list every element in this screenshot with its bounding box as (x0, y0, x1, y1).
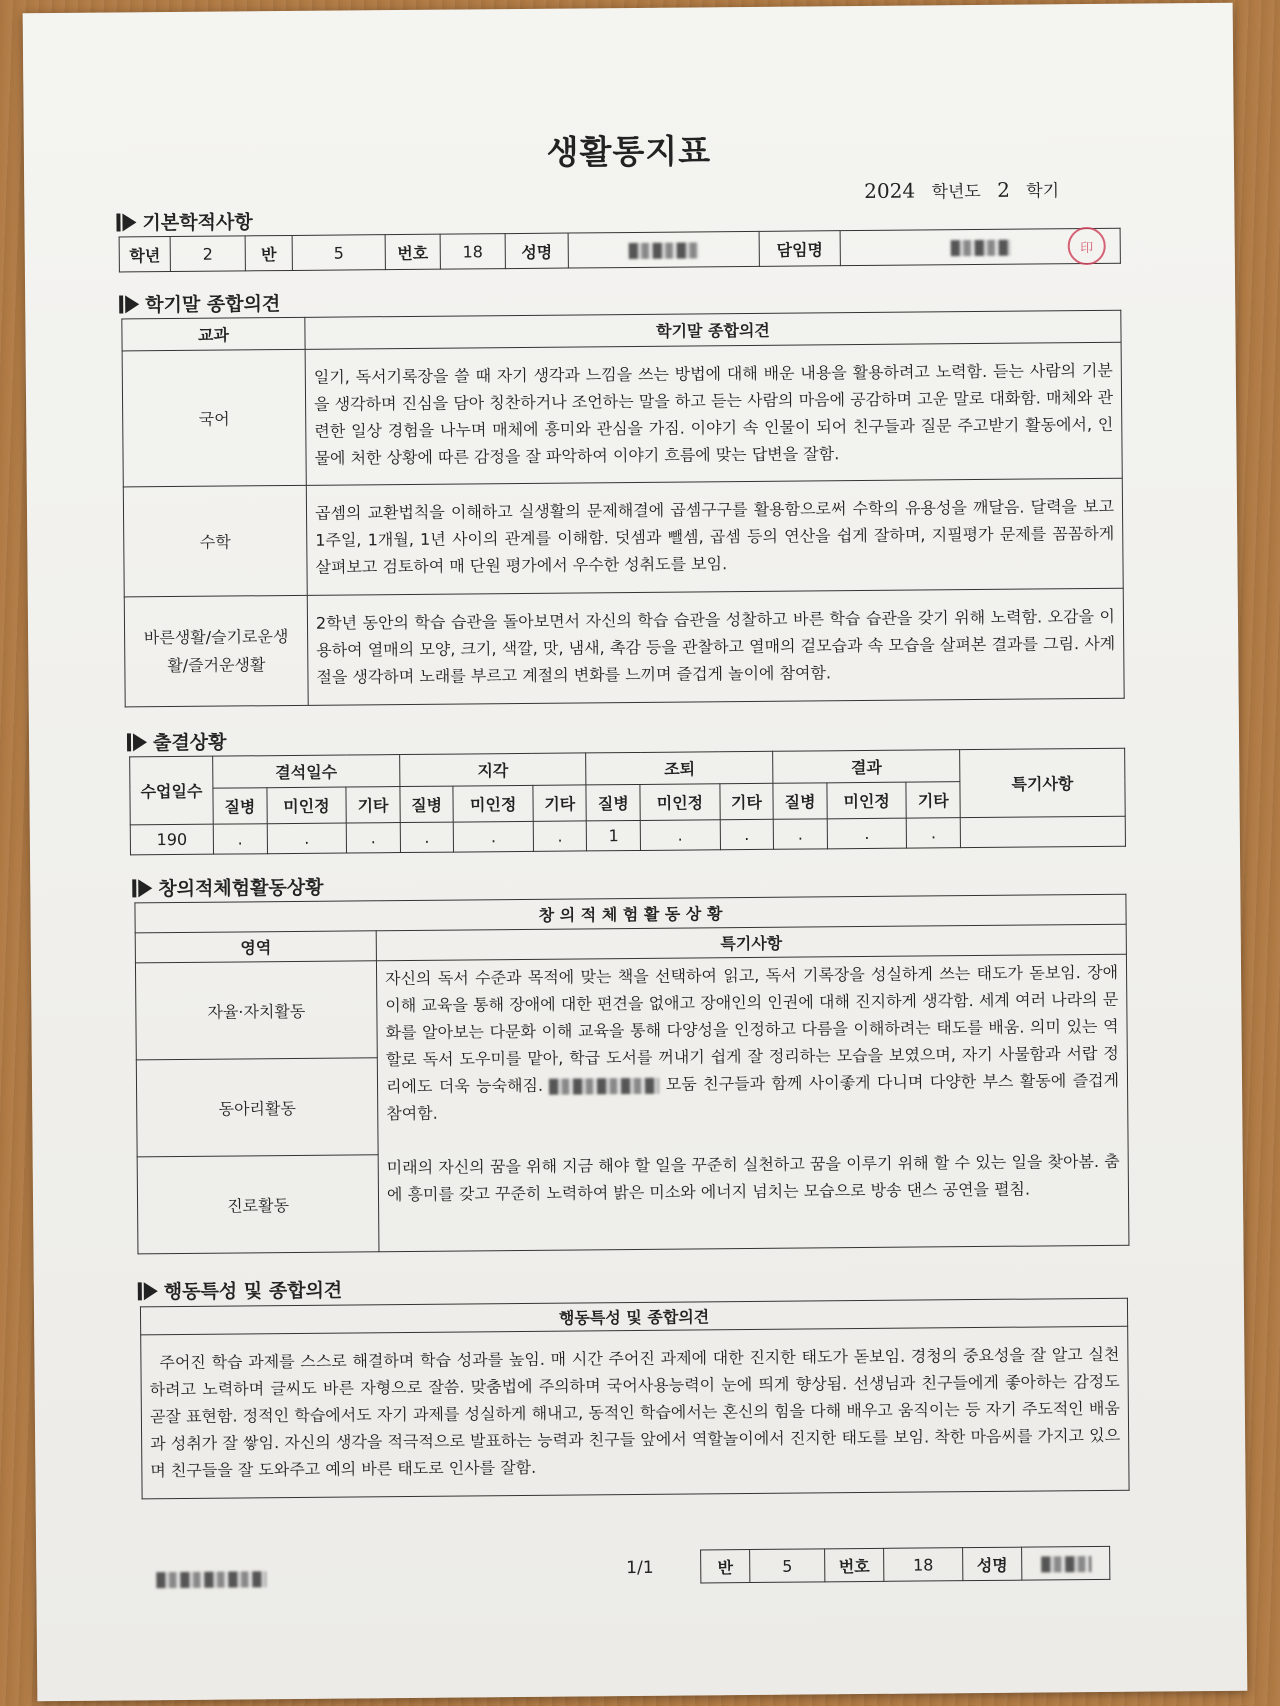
redacted-school-name (156, 1571, 266, 1588)
school-days-value: 190 (130, 824, 213, 855)
section-semester-title (119, 289, 280, 317)
redacted-text (549, 1077, 659, 1094)
table-row (122, 342, 1122, 487)
number-value: 18 (440, 234, 505, 270)
section-creative-title (132, 873, 323, 902)
grade-value: 2 (170, 236, 245, 272)
opinion-korean: 일기, 독서기록장을 쓸 때 자기 생각과 느낌을 쓰는 방법에 대해 배운 내용을 활용하려고 노력함. 듣는 사람의 기분을 생각하며 진심을 담아 칭찬하거나 조언하는 말을 하고 듣는 사람의 마음에 공감하며 고운 말로 대화함. 매체와 관련한 일상 경험을 나누며 매체에 흥미와 관심을 가짐. 이야기 속 인물이 되어 친구들과 질문 주고받기 활동에서, 인물에 처한 상황에 따른 감정을 잘 파악하여 이야기 흐름에 맞는 답변을 잘함. (305, 342, 1122, 485)
class-absence-group-label: 결과 (773, 750, 960, 784)
behavior-table (140, 1298, 1130, 1500)
footer-name-label: 성명 (963, 1547, 1022, 1581)
creative-para1: 자신의 독서 수준과 목적에 맞는 책을 선택하여 읽고, 독서 기록장을 성실하게 쓰는 태도가 돋보임. 장애 이해 교육을 통해 장애에 대한 편견을 없애고 장애인의 인권에 대해 진지하게 생각함. 세계 여러 나라의 문화를 알아보는 다문화 이해 교육을 통해 다양성을 인정하고 다름을 이해하려는 태도를 배움. 의미 있는 역할로 독서 도우미를 맡아, 학급 도서를 꺼내기 쉽게 잘 정리하는 모습을 보였으며, 자기 사물함과 서랍 정리에도 더욱 능숙해짐. (385, 962, 1119, 1097)
col-remarks-header: 특기사항 (376, 924, 1126, 961)
attendance-value: . (720, 819, 774, 849)
page-title: 생활통지표 (546, 131, 712, 172)
col-opinion-header: 학기말 종합의견 (305, 310, 1121, 349)
attendance-value: . (533, 821, 587, 851)
sub-unexcused: 미인정 (267, 787, 347, 824)
section-marker-icon (138, 1281, 160, 1301)
col-subject-header: 교과 (122, 317, 305, 351)
section-behavior-label: 행동특성 및 종합의견 (163, 1279, 343, 1304)
table-row (124, 588, 1124, 707)
sub-unexcused: 미인정 (453, 785, 533, 822)
report-card-paper (23, 3, 1248, 1701)
area-autonomous: 자율·자치활동 (135, 961, 377, 1060)
name-value-redacted (568, 231, 759, 268)
basic-info-table (119, 228, 1121, 273)
section-marker-icon (132, 878, 154, 898)
section-creative-label: 창의적체험활동상황 (158, 876, 324, 901)
footer-info-table (700, 1546, 1110, 1584)
sub-other: 기타 (346, 787, 400, 823)
term-semester-label: 학기 (1026, 181, 1060, 202)
col-area-header: 영역 (135, 931, 376, 963)
redacted-teacher-name (950, 240, 1010, 257)
class-value: 5 (292, 235, 385, 271)
table-row (135, 954, 1127, 1060)
attendance-value: . (827, 818, 907, 849)
section-marker-icon (119, 294, 141, 314)
school-days-label: 수업일수 (130, 756, 214, 825)
paragraph-spacer (386, 1121, 1119, 1154)
footer-number-value: 18 (884, 1548, 963, 1582)
sub-illness: 질병 (400, 786, 454, 822)
attendance-value: . (640, 820, 720, 851)
footer-class-label: 반 (701, 1550, 750, 1583)
sub-other: 기타 (906, 782, 960, 818)
attendance-value: . (400, 822, 454, 852)
early-leave-group-label: 조퇴 (586, 751, 773, 785)
page-number: 1/1 (626, 1557, 654, 1579)
behavior-opinion-text: 주어진 학습 과제를 스스로 해결하며 학습 성과를 높임. 매 시간 주어진 과제에 대한 진지한 태도가 돋보임. 경청의 중요성을 잘 알고 실천하려고 노력하며 글씨도 바른 자형으로 잘씀. 맞춤법에 주의하며 국어사용능력이 눈에 띄게 향상됨. 선생님과 친구들에게 좋아하는 감정도 곧잘 표현함. 정적인 학습에서도 자기 과제를 성실하게 해내고, 동적인 학습에서는 혼신의 힘을 다해 배우고 움직이는 등 자기 주도적인 배움과 성취가 잘 쌓임. 자신의 생각을 적극적으로 발표하는 능력과 친구들 앞에서 역할놀이에서 진지한 태도를 보임. 착한 마음씨를 가지고 있으며 친구들을 잘 도와주고 예의 바른 태도로 인사를 잘함. (141, 1326, 1129, 1499)
term-year: 2024 (864, 178, 916, 203)
section-attendance-label: 출결상황 (152, 731, 227, 755)
teacher-label: 담임명 (759, 231, 840, 267)
attendance-value: . (454, 821, 534, 852)
behavior-table-title: 행동특성 및 종합의견 (140, 1298, 1127, 1335)
teacher-seal-stamp: 印 (1068, 227, 1106, 265)
semester-opinion-table (121, 310, 1124, 708)
subject-math: 수학 (123, 485, 307, 597)
creative-para1-tail: 모둠 친구들과 함께 사이좋게 다니며 다양한 부스 활동에 즐겁게 참여함. (386, 1070, 1120, 1124)
sub-illness: 질병 (773, 783, 827, 819)
section-basic-title (116, 207, 252, 235)
footer-name-redacted (1022, 1546, 1110, 1580)
sub-unexcused: 미인정 (827, 782, 907, 819)
attendance-value: . (213, 824, 267, 854)
creative-table-title: 창 의 적 체 험 활 동 상 황 (135, 894, 1126, 933)
creative-remarks-cell (376, 954, 1129, 1252)
section-behavior-title (138, 1276, 343, 1305)
area-club: 동아리활동 (136, 1058, 378, 1157)
absence-group-label: 결석일수 (213, 755, 400, 789)
sub-other: 기타 (533, 785, 587, 821)
term-year-label: 학년도 (931, 181, 981, 203)
attendance-value: . (346, 823, 400, 853)
term-info (864, 176, 1069, 203)
class-label: 반 (245, 235, 292, 270)
section-attendance-title (127, 728, 227, 756)
section-marker-icon (116, 212, 138, 232)
section-basic-label: 기본학적사항 (142, 211, 253, 235)
attendance-remarks-value (960, 816, 1125, 847)
footer-class-value: 5 (750, 1549, 825, 1583)
redacted-name (629, 242, 699, 259)
attendance-value: . (907, 818, 961, 848)
attendance-value: . (773, 819, 827, 849)
attendance-table (129, 748, 1126, 856)
footer-number-label: 번호 (825, 1548, 884, 1582)
grade-label: 학년 (119, 237, 170, 272)
opinion-math: 곱셈의 교환법칙을 이해하고 실생활의 문제해결에 곱셈구구를 활용함으로써 수학의 유용성을 깨달음. 달력을 보고 1주일, 1개월, 1년 사이의 관계를 이해함. 덧셈과 뺄셈, 곱셈 등의 연산을 쉽게 잘하며, 지필평가 문제를 꼼꼼하게 살펴보고 검토하여 매 단원 평가에서 우수한 성취도를 보임. (306, 478, 1123, 595)
area-career: 진로활동 (137, 1155, 379, 1254)
number-label: 번호 (385, 234, 440, 269)
attendance-remarks-label: 특기사항 (960, 748, 1126, 817)
creative-activity-table (134, 894, 1129, 1255)
late-group-label: 지각 (399, 753, 586, 787)
redacted-name (1041, 1556, 1091, 1572)
attendance-value: . (267, 823, 347, 854)
subject-korean: 국어 (122, 349, 306, 487)
section-semester-label: 학기말 종합의견 (145, 293, 281, 317)
subject-integrated: 바른생활/슬기로운생활/즐거운생활 (124, 595, 308, 707)
teacher-value-redacted (840, 228, 1120, 265)
table-row (123, 478, 1123, 597)
sub-other: 기타 (720, 783, 774, 819)
term-semester: 2 (997, 177, 1010, 202)
sub-illness: 질병 (213, 788, 267, 824)
creative-para2: 미래의 자신의 꿈을 위해 지금 해야 할 일을 꾸준히 실천하고 꿈을 이루기 위해 할 수 있는 일을 찾아봄. 춤에 흥미를 갖고 꾸준히 노력하여 밝은 미소와 에너지 넘치는 모습으로 방송 댄스 공연을 펼침. (386, 1151, 1120, 1205)
name-label: 성명 (505, 233, 568, 269)
attendance-value: 1 (587, 820, 641, 850)
sub-unexcused: 미인정 (640, 784, 720, 821)
opinion-integrated: 2학년 동안의 학습 습관을 돌아보면서 자신의 학습 습관을 성찰하고 바른 학습 습관을 갖기 위해 노력함. 오감을 이용하여 열매의 모양, 크기, 색깔, 맛, 냄새, 촉감 등을 관찰하고 열매의 겉모습과 속 모습을 살펴본 결과를 그림. 사계절을 생각하며 노래를 부르고 계절의 변화를 느끼며 즐겁게 놀이에 참여함. (307, 588, 1124, 705)
sub-illness: 질병 (586, 784, 640, 820)
section-marker-icon (127, 732, 149, 752)
